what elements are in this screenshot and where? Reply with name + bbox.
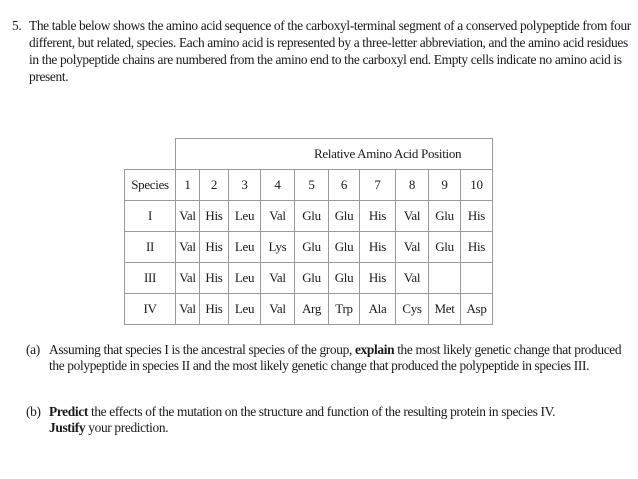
amino-acid-cell: His bbox=[360, 231, 396, 262]
empty-cell bbox=[429, 262, 461, 293]
table-row-species-ii bbox=[125, 231, 493, 262]
amino-acid-cell: Cys bbox=[396, 293, 429, 324]
amino-acid-cell: Arg bbox=[295, 293, 329, 324]
table-corner-cell bbox=[125, 139, 176, 170]
species-label: III bbox=[125, 262, 176, 293]
amino-acid-cell: Val bbox=[261, 262, 295, 293]
part-a-text-1: Assuming that species I is the ancestral species of the group, bbox=[49, 342, 352, 357]
part-b-text-1: the effects of the mutation on the structure and function of the resulting protein in species IV. bbox=[90, 404, 556, 419]
position-header: 7 bbox=[360, 169, 396, 200]
amino-acid-cell: His bbox=[200, 231, 229, 262]
position-header: 1 bbox=[176, 169, 200, 200]
amino-acid-cell: Val bbox=[396, 262, 429, 293]
table-row-species-iii bbox=[125, 262, 493, 293]
amino-acid-cell: His bbox=[200, 262, 229, 293]
question-5 bbox=[12, 17, 632, 85]
question-part-b bbox=[26, 404, 632, 436]
amino-acid-cell: Leu bbox=[229, 231, 261, 262]
part-a-keyword: explain bbox=[354, 342, 395, 357]
amino-acid-cell: Lys bbox=[261, 231, 295, 262]
part-a-text-2: the most likely genetic change that produced the polypeptide in species II and the most likely genetic change that produced the polypeptide in species III. bbox=[49, 342, 622, 373]
amino-acid-cell: Glu bbox=[329, 231, 360, 262]
amino-acid-cell: Val bbox=[176, 200, 200, 231]
amino-acid-cell: Glu bbox=[329, 262, 360, 293]
empty-cell bbox=[461, 262, 493, 293]
amino-acid-cell: Glu bbox=[429, 200, 461, 231]
table-title-row bbox=[125, 139, 493, 170]
amino-acid-cell: Leu bbox=[229, 262, 261, 293]
amino-acid-cell: His bbox=[200, 200, 229, 231]
amino-acid-cell: His bbox=[360, 200, 396, 231]
amino-acid-cell: Glu bbox=[329, 200, 360, 231]
amino-acid-table bbox=[124, 138, 493, 325]
amino-acid-cell: His bbox=[461, 231, 493, 262]
amino-acid-cell: Val bbox=[261, 200, 295, 231]
position-header: 8 bbox=[396, 169, 429, 200]
species-label: IV bbox=[125, 293, 176, 324]
table-title: Relative Amino Acid Position bbox=[176, 139, 493, 170]
species-label: II bbox=[125, 231, 176, 262]
amino-acid-cell: Val bbox=[176, 262, 200, 293]
amino-acid-cell: His bbox=[360, 262, 396, 293]
amino-acid-cell: Glu bbox=[429, 231, 461, 262]
amino-acid-cell: Val bbox=[396, 231, 429, 262]
position-header: 10 bbox=[461, 169, 493, 200]
part-b-text-2: your prediction. bbox=[88, 420, 169, 435]
position-header: 3 bbox=[229, 169, 261, 200]
part-b-text bbox=[49, 404, 632, 436]
amino-acid-cell: Val bbox=[261, 293, 295, 324]
species-label: I bbox=[125, 200, 176, 231]
amino-acid-cell: His bbox=[461, 200, 493, 231]
part-b-keyword-predict: Predict bbox=[49, 404, 88, 419]
amino-acid-cell: Glu bbox=[295, 262, 329, 293]
amino-acid-cell: His bbox=[200, 293, 229, 324]
position-header: 2 bbox=[200, 169, 229, 200]
question-number: 5. bbox=[12, 18, 22, 33]
position-header: 5 bbox=[295, 169, 329, 200]
amino-acid-cell: Val bbox=[176, 293, 200, 324]
amino-acid-cell: Leu bbox=[229, 200, 261, 231]
table-row-species-iv bbox=[125, 293, 493, 324]
question-intro: The table below shows the amino acid sequence of the carboxyl-terminal segment of a conserved polypeptide from four different, but related, species. Each amino acid is represented by a three-letter abbreviation, and the amino acid residues in the polypeptide chains are numbered from the amino end to the carboxyl end. Empty cells indicate no amino acid is present. bbox=[29, 18, 631, 84]
amino-acid-cell: Glu bbox=[295, 200, 329, 231]
amino-acid-cell: Val bbox=[176, 231, 200, 262]
species-column-header: Species bbox=[125, 169, 176, 200]
part-a-text bbox=[49, 342, 632, 374]
part-b-keyword-justify: Justify bbox=[49, 420, 86, 435]
amino-acid-cell: Trp bbox=[329, 293, 360, 324]
amino-acid-cell: Leu bbox=[229, 293, 261, 324]
position-header: 9 bbox=[429, 169, 461, 200]
part-b-label: (b) bbox=[26, 404, 41, 419]
amino-acid-cell: Val bbox=[396, 200, 429, 231]
part-a-label: (a) bbox=[26, 342, 40, 357]
amino-acid-cell: Glu bbox=[295, 231, 329, 262]
question-part-a bbox=[26, 342, 632, 374]
position-header: 6 bbox=[329, 169, 360, 200]
position-header: 4 bbox=[261, 169, 295, 200]
amino-acid-cell: Met bbox=[429, 293, 461, 324]
table-row-species-i bbox=[125, 200, 493, 231]
table-header-row bbox=[125, 169, 493, 200]
amino-acid-cell: Ala bbox=[360, 293, 396, 324]
amino-acid-cell: Asp bbox=[461, 293, 493, 324]
